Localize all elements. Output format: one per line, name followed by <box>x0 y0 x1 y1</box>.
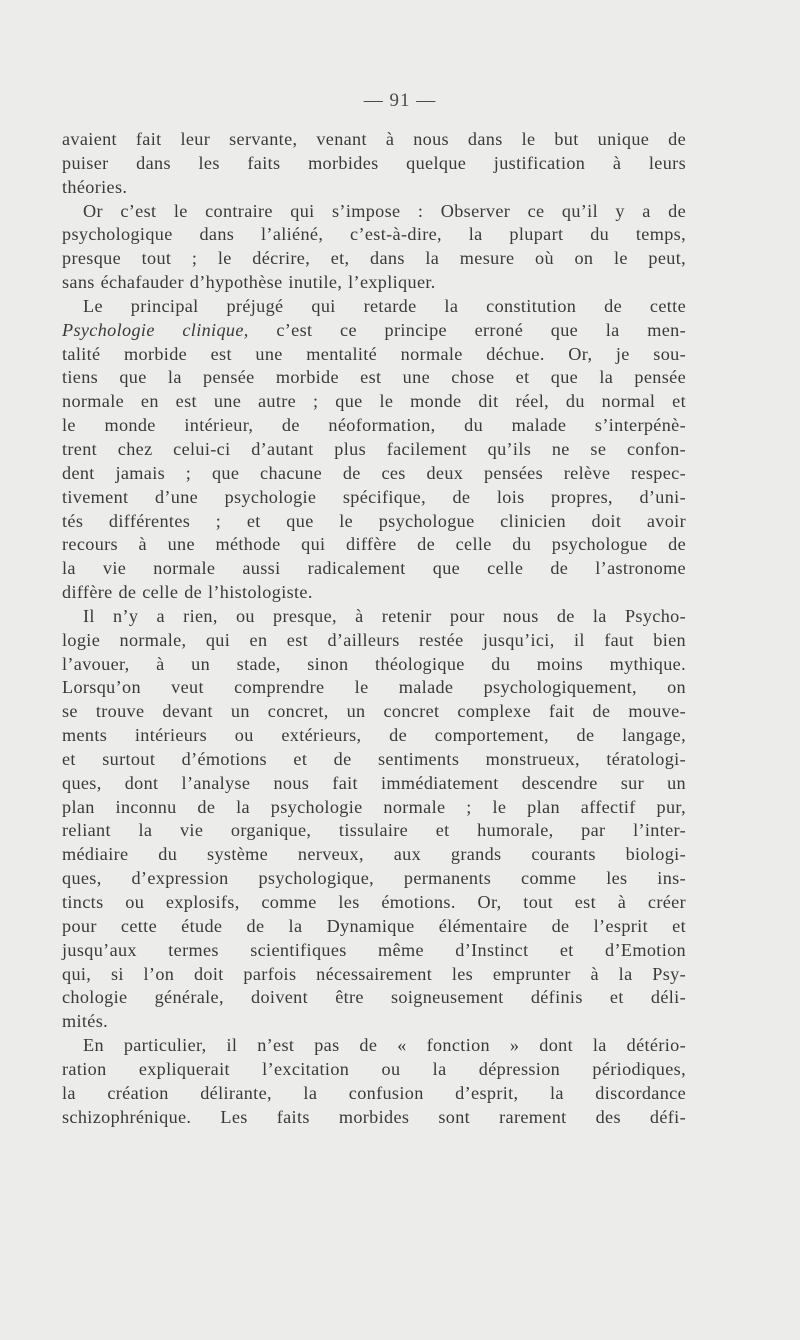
text-line-content: normale en est une autre ; que le monde dit réel, du normal et <box>62 391 686 412</box>
text-line <box>62 700 686 724</box>
text-line <box>62 1010 686 1034</box>
text-line-content: jusqu’aux termes scientifiques même d’Instinct et d’Emotion <box>62 939 686 960</box>
text-line-content: tiens que la pensée morbide est une chose et que la pensée <box>62 367 686 388</box>
text-line <box>62 581 686 605</box>
text-line-content: se trouve devant un concret, un concret complexe fait de mouve- <box>62 701 686 722</box>
text-line-content: diffère de celle de l’histologiste. <box>62 582 313 603</box>
text-line-content: tincts ou explosifs, comme les émotions. Or, tout est à créer <box>62 892 686 912</box>
text-line-content: Or c’est le contraire qui s’impose : Observer ce qu’il y a de <box>83 200 686 221</box>
text-line <box>62 605 686 629</box>
text-line <box>62 510 686 534</box>
text-line <box>62 295 686 319</box>
text-line <box>62 343 686 367</box>
text-line-content: logie normale, qui en est d’ailleurs restée jusqu’ici, il faut bien <box>62 629 686 650</box>
text-line <box>62 247 686 271</box>
text-line-content: qui, si l’on doit parfois nécessairement les emprunter à la Psy- <box>62 963 686 984</box>
text-line <box>62 366 686 390</box>
text-line-content: En particulier, il n’est pas de « fonction » dont la détério- <box>83 1035 686 1056</box>
text-line <box>62 843 686 867</box>
text-line-content: avaient fait leur servante, venant à nous dans le but unique de <box>62 129 686 149</box>
text-line <box>62 462 686 486</box>
text-line <box>62 557 686 581</box>
text-line-content: médiaire du système nerveux, aux grands courants biologi- <box>62 844 686 865</box>
text-line <box>62 796 686 820</box>
text-line-content: ques, dont l’analyse nous fait immédiatement descendre sur un <box>62 772 686 793</box>
text-line <box>62 629 686 653</box>
text-line-content: ration expliquerait l’excitation ou la dépression périodiques, <box>62 1058 686 1079</box>
text-line <box>62 653 686 677</box>
text-line <box>62 1058 686 1082</box>
text-line-content: plan inconnu de la psychologie normale ; le plan affectif pur, <box>62 796 686 817</box>
text-line-content: ments intérieurs ou extérieurs, de comportement, de langage, <box>62 725 686 746</box>
text-line-content: psychologique dans l’aliéné, c’est-à-dire, la plupart du temps, <box>62 224 686 245</box>
text-line-content: sans échafauder d’hypothèse inutile, l’expliquer. <box>62 272 436 293</box>
text-line-content: talité morbide est une mentalité normale déchue. Or, je sou- <box>62 343 686 364</box>
text-line <box>62 319 686 343</box>
text-line-content: Le principal préjugé qui retarde la constitution de cette <box>83 295 686 316</box>
text-line <box>62 486 686 510</box>
text-line <box>62 152 686 176</box>
text-line-content: presque tout ; le décrire, et, dans la mesure où on le peut, <box>62 248 686 269</box>
text-line <box>62 533 686 557</box>
text-line-content: pour cette étude de la Dynamique élémentaire de l’esprit et <box>62 915 686 936</box>
text-line <box>62 986 686 1010</box>
text-line <box>62 414 686 438</box>
text-line <box>62 438 686 462</box>
text-line-content: la création délirante, la confusion d’esprit, la discordance <box>62 1082 686 1103</box>
text-line-content: mités. <box>62 1011 109 1032</box>
text-line-content: c’est ce principe erroné que la men- <box>248 319 686 340</box>
text-line <box>62 176 686 200</box>
text-line-content: tivement d’une psychologie spécifique, de lois propres, d’uni- <box>62 486 686 507</box>
text-line-content: trent chez celui-ci d’autant plus facilement qu’ils ne se confon- <box>62 438 686 459</box>
text-line <box>62 772 686 796</box>
text-line <box>62 915 686 939</box>
text-line-content: l’avouer, à un stade, sinon théologique du moins mythique. <box>62 653 686 674</box>
text-line <box>62 271 686 295</box>
text-line-content: Lorsqu’on veut comprendre le malade psychologiquement, on <box>62 677 686 698</box>
text-line-content: ques, d’expression psychologique, permanents comme les ins- <box>62 868 686 889</box>
body-text <box>62 128 686 1129</box>
text-line <box>62 867 686 891</box>
text-line-content: tés différentes ; et que le psychologue clinicien doit avoir <box>62 510 686 531</box>
page-number: — 91 — <box>363 90 437 111</box>
italic-title: Psychologie clinique, <box>62 319 249 340</box>
text-line <box>62 1082 686 1106</box>
text-line-content: théories. <box>62 176 128 197</box>
text-line <box>62 1034 686 1058</box>
text-line-content: puiser dans les faits morbides quelque justification à leurs <box>62 152 686 173</box>
text-line-content: la vie normale aussi radicalement que celle de l’astronome <box>62 558 686 579</box>
text-line <box>62 128 686 152</box>
text-line-content: et surtout d’émotions et de sentiments monstrueux, tératologi- <box>62 748 686 769</box>
text-line-content: recours à une méthode qui diffère de celle du psychologue de <box>62 534 686 555</box>
text-line <box>62 939 686 963</box>
text-line-content: chologie générale, doivent être soigneusement définis et déli- <box>62 987 686 1008</box>
text-line <box>62 963 686 987</box>
text-line <box>62 390 686 414</box>
text-line <box>62 819 686 843</box>
text-line <box>62 891 686 915</box>
text-line <box>62 724 686 748</box>
text-line <box>62 1106 686 1130</box>
text-line-content: schizophrénique. Les faits morbides sont rarement des défi- <box>62 1106 686 1127</box>
text-line-content: Il n’y a rien, ou presque, à retenir pour nous de la Psycho- <box>83 605 686 626</box>
text-line <box>62 200 686 224</box>
text-line <box>62 223 686 247</box>
text-line-content: le monde intérieur, de néoformation, du malade s’interpénè- <box>62 415 686 436</box>
text-line <box>62 748 686 772</box>
text-line-content: dent jamais ; que chacune de ces deux pensées relève respec- <box>62 462 686 483</box>
text-line <box>62 676 686 700</box>
text-line-content: reliant la vie organique, tissulaire et humorale, par l’inter- <box>62 820 686 841</box>
